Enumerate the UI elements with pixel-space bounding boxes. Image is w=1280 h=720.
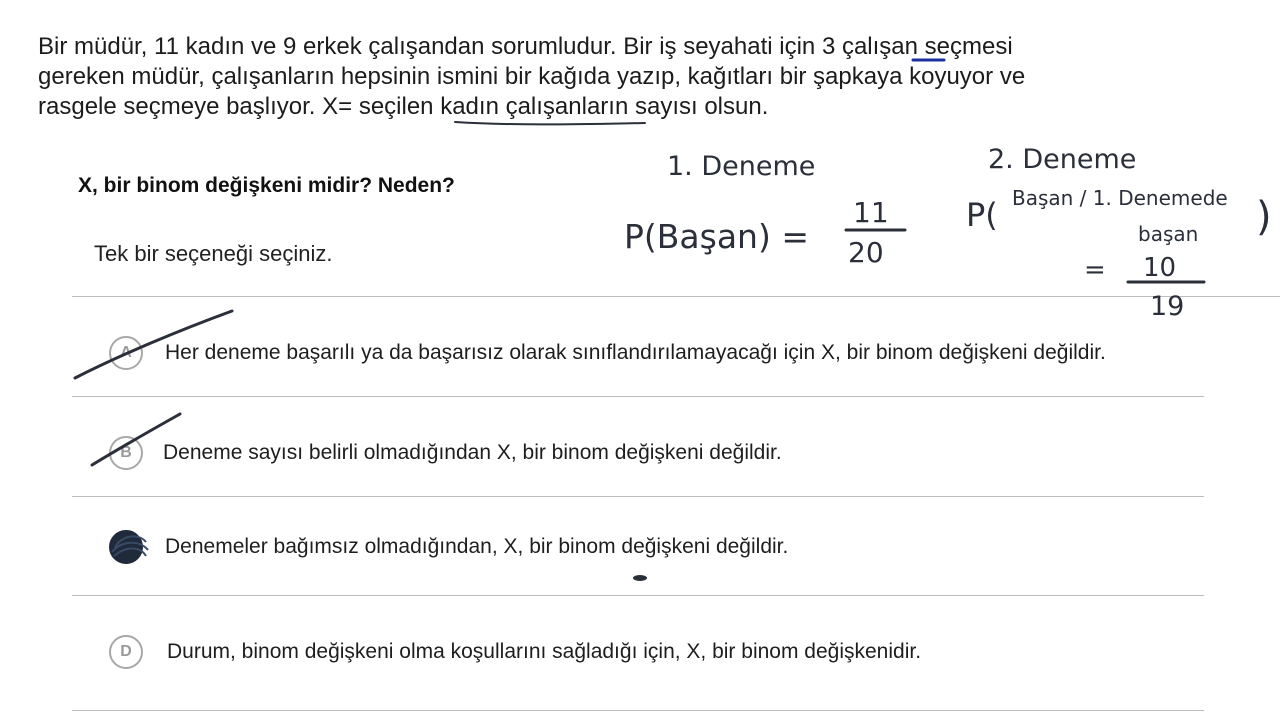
underline-mark	[455, 122, 645, 124]
fraction-1-numerator: 11	[853, 196, 889, 229]
problem-line-3: rasgele seçmeye başlıyor. X= seçilen kadın çalışanların sayısı olsun.	[38, 93, 769, 120]
fraction-2-denominator: 19	[1150, 291, 1185, 322]
option-b[interactable]	[109, 428, 1229, 478]
p2-close-paren: )	[1256, 194, 1272, 240]
question-text: X, bir binom değişkeni midir? Neden?	[78, 174, 455, 197]
option-b-badge[interactable]: B	[109, 436, 143, 470]
trial-2-label: 2. Deneme	[988, 144, 1137, 175]
divider	[72, 710, 1204, 711]
p2-prefix: P(	[966, 196, 998, 234]
option-d-text: Durum, binom değişkeni olma koşullarını sağladığı için, X, bir binom değişkenidir.	[167, 640, 922, 663]
problem-line-1: Bir müdür, 11 kadın ve 9 erkek çalışandan sorumludur. Bir iş seyahati için 3 çalışan seçmesi	[38, 33, 1013, 60]
problem-line-2: gereken müdür, çalışanların hepsinin ismini bir kağıda yazıp, kağıtları bir şapkaya koyuyor ve	[38, 63, 1026, 90]
problem-statement	[38, 32, 1218, 122]
option-a-text: Her deneme başarılı ya da başarısız olarak sınıflandırılamayacağı için X, bir binom değişkeni değildir.	[165, 341, 1106, 364]
fraction-1-denominator: 20	[848, 236, 884, 269]
divider	[72, 595, 1204, 596]
option-a-badge[interactable]: A	[109, 336, 143, 370]
divider	[72, 396, 1204, 397]
equals-sign: =	[1084, 255, 1106, 285]
option-d-badge[interactable]: D	[109, 635, 143, 669]
option-c[interactable]	[109, 522, 1229, 572]
instruction-text: Tek bir seçeneği seçiniz.	[94, 241, 333, 266]
option-c-badge[interactable]: C	[109, 530, 143, 564]
p-success-label: P(Başan) =	[624, 217, 809, 256]
option-a[interactable]	[109, 328, 1229, 378]
p2-condition-line-2: başan	[1138, 222, 1199, 246]
option-c-text: Denemeler bağımsız olmadığından, X, bir binom değişkeni değildir.	[165, 535, 789, 558]
divider	[72, 296, 1280, 297]
option-b-text: Deneme sayısı belirli olmadığından X, bir binom değişkeni değildir.	[163, 441, 782, 464]
divider	[72, 496, 1204, 497]
fraction-2-numerator: 10	[1143, 253, 1177, 283]
option-d[interactable]	[109, 627, 1229, 677]
p2-condition-line-1: Başan / 1. Denemede	[1012, 186, 1228, 210]
trial-1-label: 1. Deneme	[667, 151, 816, 182]
cursor-mark	[633, 575, 647, 581]
